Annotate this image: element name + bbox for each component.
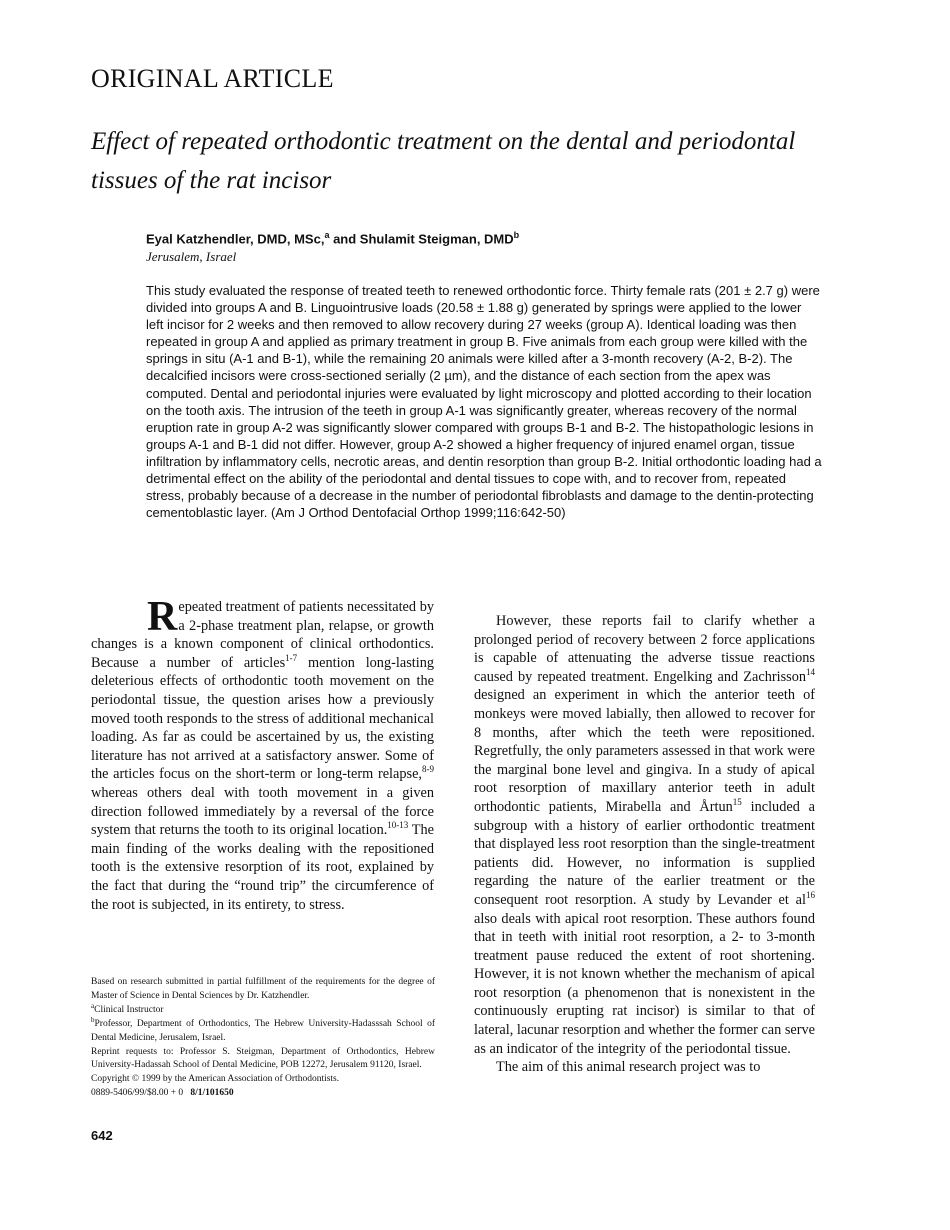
citation-ref: 10-13 (387, 820, 409, 831)
author-conjunction: and (329, 231, 360, 247)
body-column-right (474, 612, 815, 1077)
footnote: Based on research submitted in partial fulfillment of the requirements for the degree of Master of Science in Dental Sciences by Dr. Katzhendler. (91, 977, 435, 1001)
text-segment: epeated treatment of patients necessitated by a 2-phase treatment plan, relapse, or growth changes is a known component of clinical orthodontics. Because a number of articles (91, 599, 434, 671)
citation-ref: 15 (732, 797, 742, 808)
text-segment: included a subgroup with a history of earlier orthodontic treatment that displayed less root resorption than the single-treatment patients did. However, no information is supplied regarding the nature of the earlier treatment or the consequent root resorption. A study by Levander et al (474, 798, 815, 908)
text-segment: whereas others deal with tooth movement in a given direction followed immediately by a reversal of the force system that returns the tooth to its original location. (91, 784, 434, 839)
author-1: Eyal Katzhendler, DMD, MSc, (146, 231, 325, 247)
author-2-affiliation-mark: b (513, 230, 520, 240)
issn-code: 0889-5406/99/$8.00 + 0 (91, 1088, 184, 1099)
footnote: Copyright © 1999 by the American Association of Orthodontists. (91, 1074, 340, 1085)
text-segment: mention long-lasting deleterious effects of orthodontic tooth movement on the periodontal tissue, the question arises how a previously moved tooth responds to the stress of additional mechanical loading. As far as could be ascertained by us, the existing literature has not arrived at a satisfactory answer. Some of the articles focus on the short-term or long-term relapse, (91, 654, 434, 783)
drop-cap: R (147, 594, 178, 640)
footnote (91, 1001, 435, 1018)
footnote (91, 1015, 435, 1046)
section-label: ORIGINAL ARTICLE (91, 64, 334, 93)
body-column-left (91, 594, 434, 914)
text-segment: However, these reports fail to clarify whether a prolonged period of recovery between 2 force applications is capable of attenuating the adverse tissue reactions caused by repeated treatment. Engelking and Zachrisson (474, 613, 815, 685)
author-1-affiliation-mark: a (324, 230, 330, 240)
text-segment: also deals with apical root resorption. These authors found that in teeth with initial root resorption, a 2- to 3-month treatment pause reduced the extent of root shortening. However, it is not known whether the mechanism of apical root resorption (a phenomenon that is nonexistent in the continuously erupting rat incisor) is similar to that of lateral, lacunar resorption and whether the former can serve as an indicator of the integrity of the periodontal tissue. (474, 910, 815, 1057)
paragraph (474, 612, 815, 1058)
author-line (146, 230, 519, 246)
author-2: Shulamit Steigman, DMD (359, 231, 514, 247)
paragraph (474, 1058, 815, 1077)
text-segment: designed an experiment in which the anterior teeth of monkeys were moved labially, then allowed to recover for 8 months, after which the teeth were repositioned. Regretfully, the only parameters assessed in that work were the marginal bone level and gingiva. In a study of apical root resorption of maxillary anterior teeth in adult orthodontic patients, Mirabella and Årtun (474, 687, 815, 815)
article-code: 8/1/101650 (190, 1088, 234, 1099)
footnote: Reprint requests to: Professor S. Steigman, Department of Orthodontics, Hebrew University-Hadassah School of Dental Medicine, POB 12272, Jerusalem 91120, Israel. (91, 1046, 435, 1071)
author-location: Jerusalem, Israel (146, 249, 237, 264)
citation-ref: 14 (806, 667, 815, 678)
footnote-mark: a (91, 1001, 95, 1010)
footnote-text: Clinical Instructor (94, 1004, 164, 1015)
intro-paragraph (91, 594, 434, 914)
citation-ref: 8-9 (422, 764, 434, 775)
footnote-text: Professor, Department of Orthodontics, The Hebrew University-Hadasssah School of Dental Medicine, Jerusalem, Israel. (91, 1018, 435, 1043)
footnote (91, 1087, 435, 1101)
citation-ref: 1-7 (285, 653, 298, 664)
citation-ref: 16 (806, 890, 815, 901)
page-number: 642 (91, 1128, 113, 1143)
article-title: Effect of repeated orthodontic treatment on the dental and periodontal tissues of the rat incisor (91, 128, 796, 194)
abstract: This study evaluated the response of treated teeth to renewed orthodontic force. Thirty female rats (201 ± 2.7 g) were divided into groups A and B. Linguointrusive loads (20.58 ± 1.88 g) generated by springs were applied to the lower left incisor for 2 weeks and then removed to allow recovery during 27 weeks (group A). Identical loading was then repeated in group A and applied as primary treatment in group B. Five animals from each group were killed with the springs in situ (A-1 and B-1), while the remaining 20 animals were killed after a 3-month recovery (A-2, B-2). The decalcified incisors were cross-sectioned serially (2 µm), and the distance of each section from the apex was computed. Dental and periodontal injuries were evaluated by light microscopy and plotted according to their location on the tooth axis. The intrusion of the teeth in group A-1 was significantly greater, whereas recovery of the normal eruption rate in group A-2 was significantly slower compared with groups B-1 and B-2. The histopathologic lesions in groups A-1 and B-1 did not differ. However, group A-2 showed a higher frequency of injured enamel organ, tissue infiltration by inflammatory cells, necrotic areas, and dentin resorption than group B-2. Initial orthodontic loading had a detrimental effect on the ability of the periodontal and dental tissues to cope with, and to recover from, repeated stress, probably because of a decrease in the number of periodontal fibroblasts and damage to the dentin-protecting cementoblastic layer. (Am J Orthod Dentofacial Orthop 1999;116:642-50) (146, 283, 822, 521)
text-segment: The main finding of the works dealing with the repositioned tooth is the extensive resorption of its root, explained by the fact that during the “round trip” the circumference of the root is subjected, in its entirety, to stress. (91, 822, 434, 913)
footnotes (91, 976, 435, 1101)
text-segment: The aim of this animal research project was to (496, 1059, 761, 1076)
footnote-mark: b (91, 1015, 95, 1024)
